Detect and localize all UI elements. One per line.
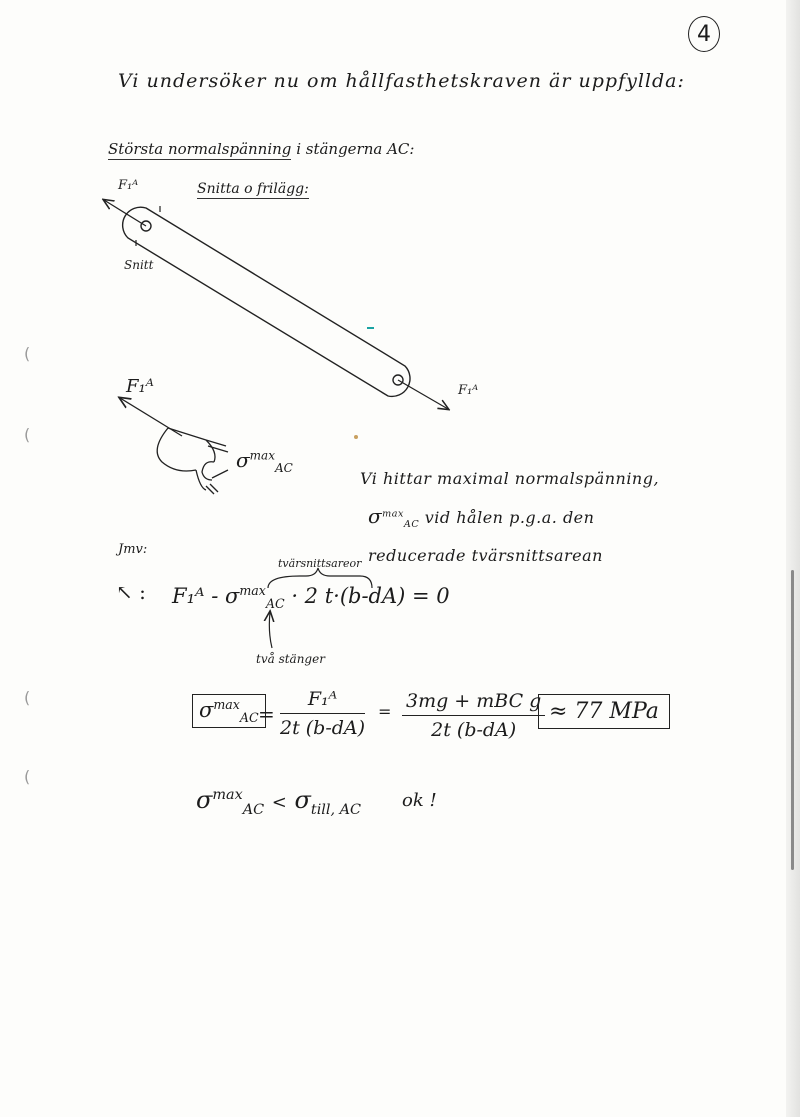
force-arrow-right xyxy=(398,380,448,409)
check-verdict: ok ! xyxy=(402,790,437,811)
check-inequality: $\sigma^{max}_{AC} < \sigma_{till, AC}$ xyxy=(196,786,362,818)
cross-section-note: tvärsnittsareor xyxy=(278,557,362,570)
result-fraction-2 xyxy=(402,690,545,741)
section-heading-rest: i stängerna AC: xyxy=(296,140,415,158)
equilibrium-equation: F₁ᴬ - $\sigma^{max}_{AC} \cdot 2$ t·(b-dA) = 0 xyxy=(172,583,450,612)
explanation-line-1: Vi hittar maximal normalspänning, xyxy=(360,469,660,488)
punch-hole-mark: ( xyxy=(24,767,31,786)
fraction-2-denominator: 2t (b-dA) xyxy=(431,719,517,741)
bar-ac-outline xyxy=(123,207,410,396)
result-value-box: ≈ 77 MPa xyxy=(538,694,670,729)
result-lhs-box: $\sigma^{max}_{AC}$ xyxy=(192,694,266,728)
force-arrow-left xyxy=(104,200,146,226)
fraction-1-numerator: F₁ᴬ xyxy=(280,688,365,714)
cut-free-body xyxy=(120,398,228,494)
explanation-line-3: reducerade tvärsnittsarean xyxy=(368,546,603,565)
explanation-line-2: $\sigma^{max}_{AC}$ vid hålen p.g.a. den xyxy=(368,504,595,531)
force-label-small: F₁ᴬ xyxy=(126,376,154,397)
equilibrium-arrow: ↖ : xyxy=(116,580,146,604)
intro-line: Vi undersöker nu om hållfasthetskraven är uppfyllda: xyxy=(118,70,685,92)
section-heading-underlined: Största normalspänning xyxy=(108,140,292,158)
cut-heading: Snitta o frilägg: xyxy=(197,181,309,197)
cut-label: Snitt xyxy=(124,258,154,272)
result-fraction-1 xyxy=(280,688,365,739)
result-equals-1: = xyxy=(258,702,275,726)
fraction-1-denominator: 2t (b-dA) xyxy=(280,717,366,739)
two-bars-arrow xyxy=(269,612,272,648)
result-equals-2: = xyxy=(378,702,392,721)
equilibrium-label: Jmv: xyxy=(118,542,148,557)
punch-hole-mark: ( xyxy=(24,425,31,444)
force-arrow-small xyxy=(120,398,182,436)
fraction-2-numerator: 3mg + mBC g xyxy=(402,690,545,716)
force-label-bottom: F₁ᴬ xyxy=(458,383,479,398)
force-label-top: F₁ᴬ xyxy=(118,178,139,193)
page-number: 4 xyxy=(688,16,720,52)
punch-hole-mark: ( xyxy=(24,344,31,363)
punch-hole-mark: ( xyxy=(24,688,31,707)
sigma-label-small: $\sigma^{max}_{AC}$ xyxy=(236,448,293,475)
two-bars-note: två stänger xyxy=(256,652,325,666)
